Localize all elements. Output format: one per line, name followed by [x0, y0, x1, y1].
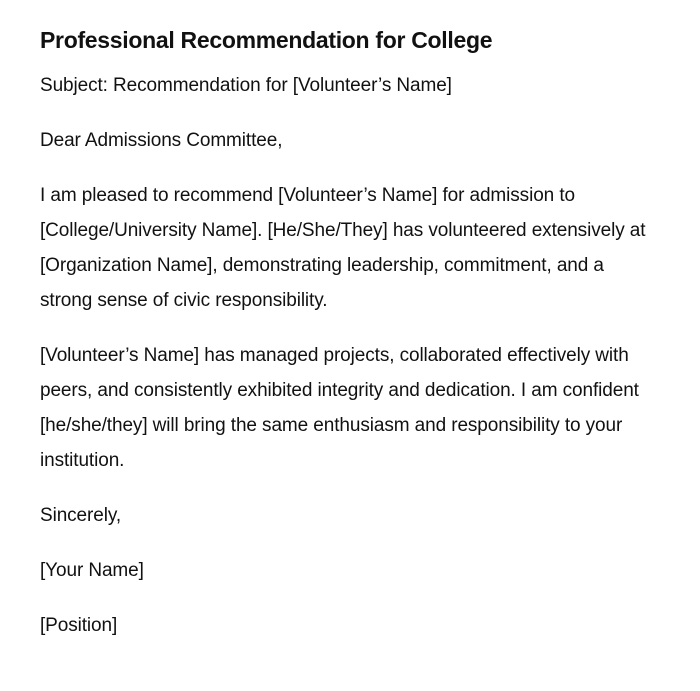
letter-document [40, 24, 650, 663]
subject-line: Subject: Recommendation for [Volunteer’s Name] [40, 75, 452, 96]
body-paragraph-1: I am pleased to recommend [Volunteer’s Name] for admission to [College/University Name]. [He/She/They] has volunteered extensively at [Organization Name], demonstrating leadership, commitment, and a strong sense of civic responsibility. [40, 185, 646, 311]
signature-position: [Position] [40, 615, 118, 636]
closing: Sincerely, [40, 505, 122, 526]
document-title: Professional Recommendation for College [40, 27, 493, 53]
signature-name: [Your Name] [40, 560, 144, 581]
salutation: Dear Admissions Committee, [40, 130, 283, 151]
body-paragraph-2: [Volunteer’s Name] has managed projects, collaborated effectively with peers, and consistently exhibited integrity and dedication. I am confident [he/she/they] will bring the same enthusiasm and responsibility to your institution. [40, 345, 639, 471]
